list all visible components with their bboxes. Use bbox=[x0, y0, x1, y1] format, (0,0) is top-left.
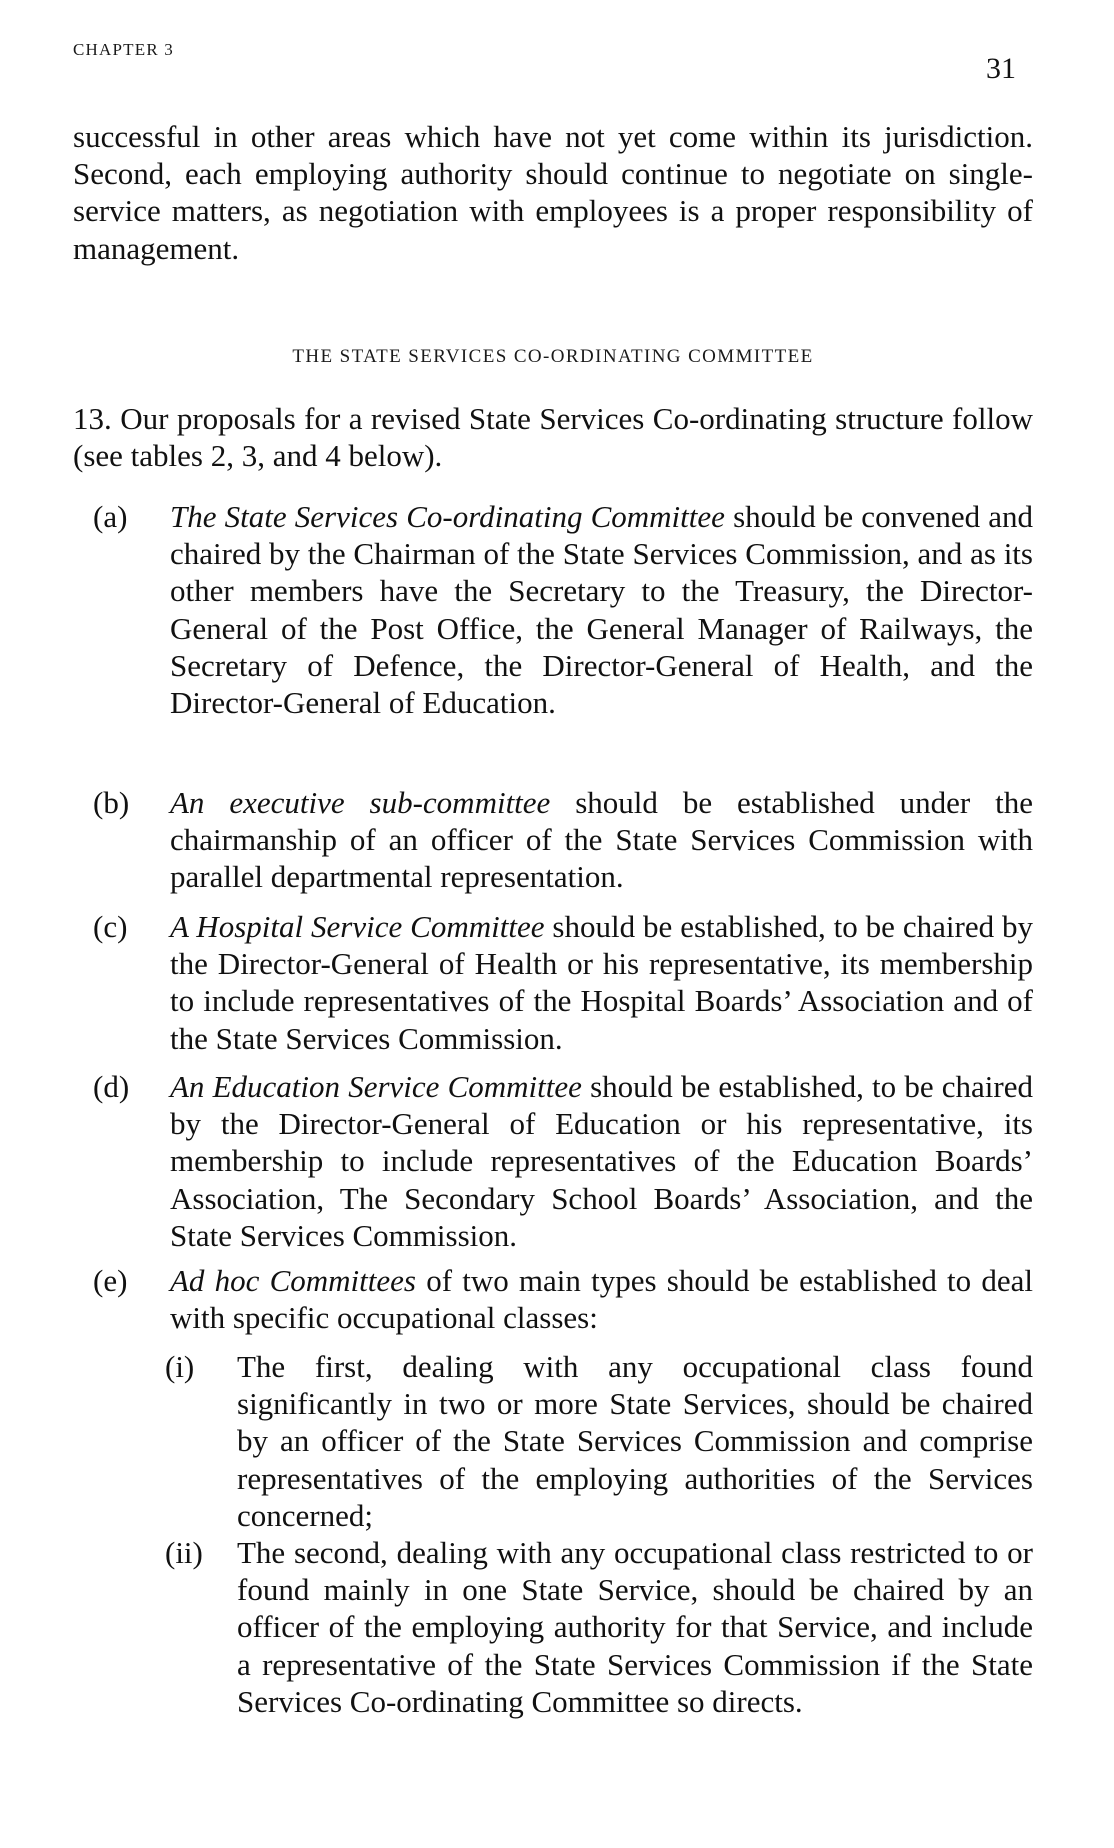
list-item-emphasis: An Education Service Committee bbox=[170, 1069, 582, 1104]
section-heading: THE STATE SERVICES CO-ORDINATING COMMITTEE bbox=[292, 346, 814, 367]
list-item-label: (b) bbox=[93, 785, 130, 820]
list-item-body bbox=[170, 1068, 1033, 1254]
list-item-label: (a) bbox=[93, 499, 128, 534]
list-item-text: should be convened and chaired by the Chairman of the State Services Commission, and as its other members have the Secretary to the Treasury, the Director-General of the Post Office, the General Manager of Railways, the Secretary of Defence, the Director-General of Health, and the Director-General of Education. bbox=[170, 499, 1033, 721]
list-item-b bbox=[93, 784, 1033, 896]
list-item-body bbox=[170, 1262, 1033, 1336]
sub-item-ii bbox=[165, 1534, 1033, 1720]
sub-item-i bbox=[165, 1348, 1033, 1534]
list-item-text: should be established under the chairmanship of an officer of the State Services Commission with parallel departmental representation. bbox=[170, 785, 1034, 895]
list-item-emphasis: Ad hoc Committees bbox=[170, 1263, 416, 1298]
list-item-emphasis: A Hospital Service Committee bbox=[170, 909, 545, 944]
list-item-e bbox=[93, 1262, 1033, 1336]
running-head: CHAPTER 3 bbox=[73, 40, 175, 59]
list-item-text: should be established, to be chaired by the Director-General of Health or his representative, its membership to include representatives of the Hospital Boards’ Association and of the State Services Commission. bbox=[170, 909, 1034, 1056]
paragraph-text: Our proposals for a revised State Services Co-ordinating structure follow (see tables 2, 3, and 4 below). bbox=[73, 401, 1033, 474]
list-item-body bbox=[170, 784, 1033, 896]
page-number: 31 bbox=[986, 52, 1016, 85]
list-item-body bbox=[170, 908, 1033, 1057]
list-item-text: should be established, to be chaired by the Director-General of Education or his representative, its membership to include representatives of the Education Boards’ Association, The Secondary School Boards’ Association, and the State Services Commission. bbox=[170, 1069, 1033, 1253]
list-item-d bbox=[93, 1068, 1033, 1254]
list-item-emphasis: The State Services Co-ordinating Committee bbox=[170, 499, 725, 534]
list-item-a bbox=[93, 498, 1033, 721]
list-item-body bbox=[170, 498, 1033, 721]
sub-item-text: The first, dealing with any occupational class found significantly in two or more State Services, should be chaired by an officer of the State Services Commission and comprise representatives of the employing authorities of the Services concerned; bbox=[237, 1349, 1033, 1533]
sub-item-label: (i) bbox=[165, 1349, 195, 1384]
sub-item-label: (ii) bbox=[165, 1535, 203, 1570]
list-item-label: (c) bbox=[93, 909, 128, 944]
sub-item-text: The second, dealing with any occupational class restricted to or found mainly in one State Service, should be chaired by an officer of the employing authority for that Service, and include a representative of the State Services Commission if the State Services Co-ordinating Committee so directs. bbox=[237, 1535, 1033, 1719]
intro-paragraph: successful in other areas which have not yet come within its jurisdiction. Second, each employing authority should continue to negotiate on single-service matters, as negotiation with employees is a proper responsibility of management. bbox=[73, 119, 1033, 266]
list-item-text: of two main types should be established to deal with specific occupational classes: bbox=[170, 1263, 1034, 1336]
list-item-label: (e) bbox=[93, 1263, 128, 1298]
list-item-c bbox=[93, 908, 1033, 1057]
list-item-label: (d) bbox=[93, 1069, 130, 1104]
list-item-emphasis: An executive sub-committee bbox=[170, 785, 551, 820]
paragraph-number: 13. bbox=[73, 401, 112, 436]
paragraph-13 bbox=[73, 400, 1033, 474]
